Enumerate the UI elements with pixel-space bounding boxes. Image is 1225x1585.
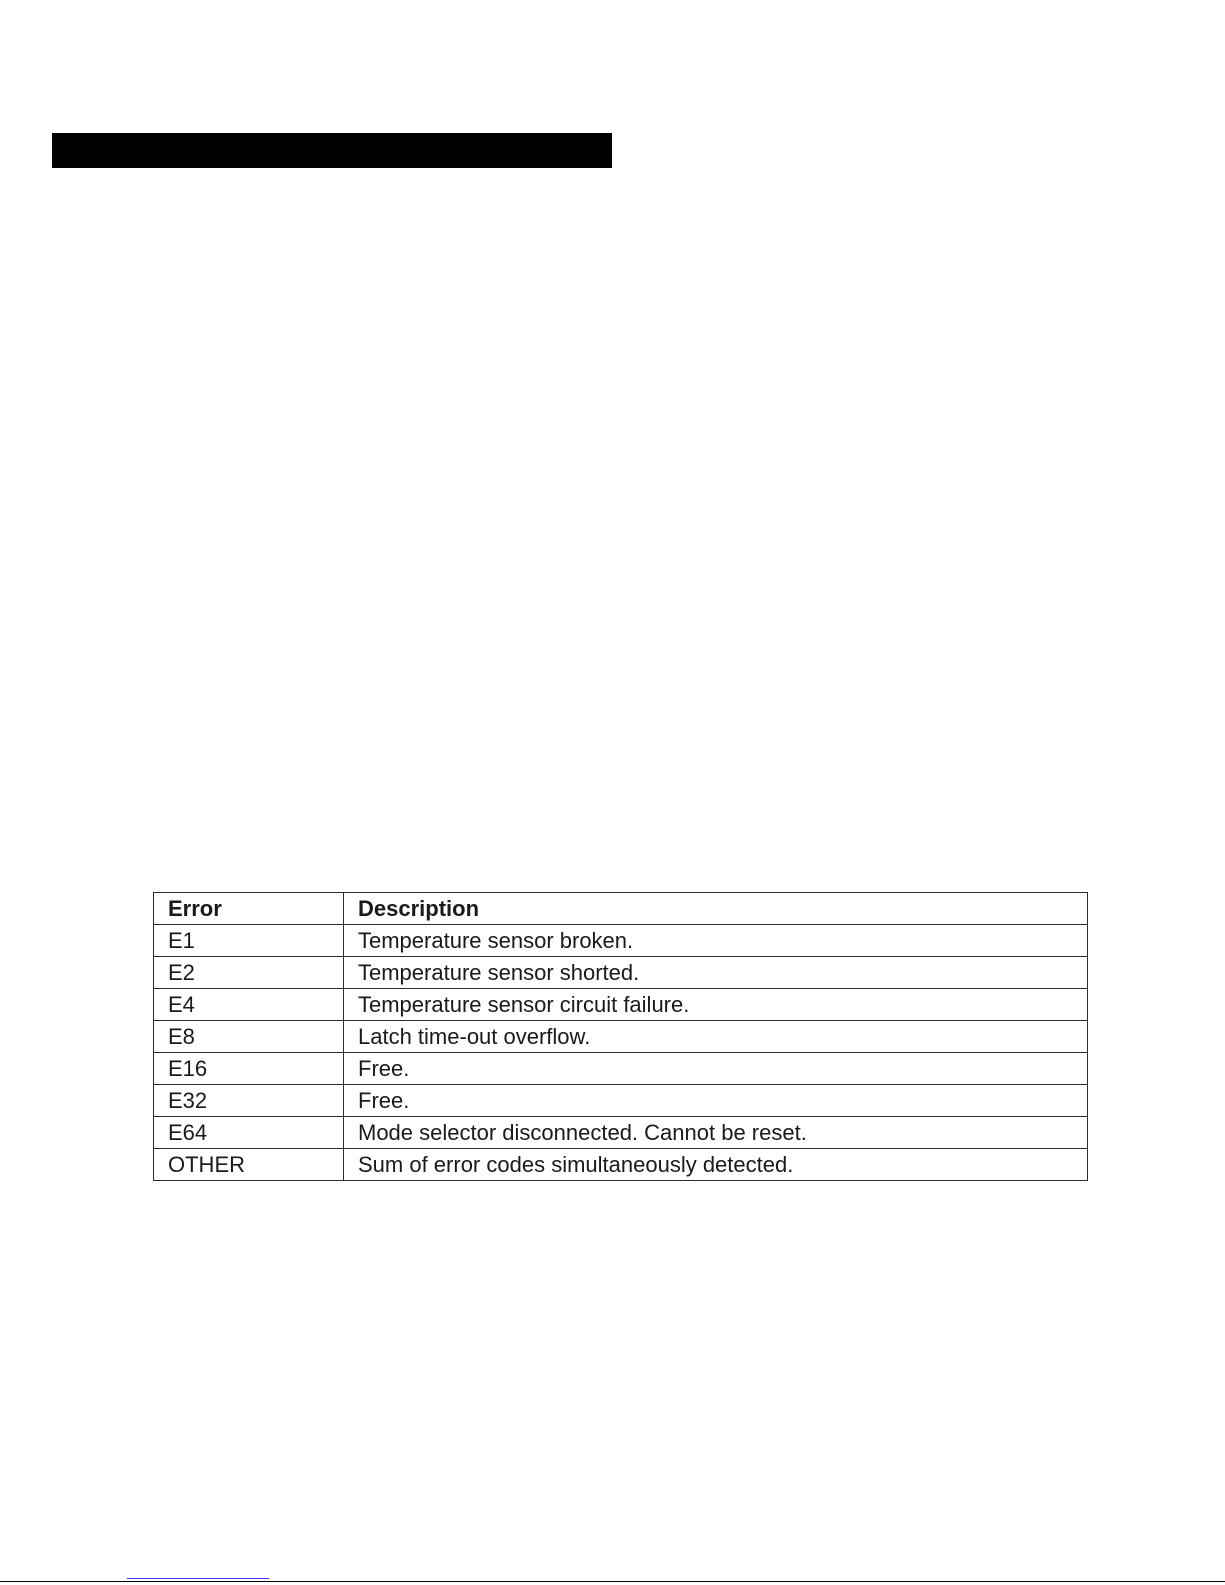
error-code-cell: E64	[154, 1117, 344, 1149]
error-description-cell: Temperature sensor shorted.	[344, 957, 1088, 989]
table-row	[154, 1117, 1088, 1149]
footnote-link-underline[interactable]	[127, 1578, 269, 1579]
table-header-row	[154, 893, 1088, 925]
error-code-cell: E4	[154, 989, 344, 1021]
redacted-heading-bar	[52, 133, 612, 168]
error-description-cell: Latch time-out overflow.	[344, 1021, 1088, 1053]
error-description-cell: Free.	[344, 1085, 1088, 1117]
table-row	[154, 1085, 1088, 1117]
error-code-cell: E32	[154, 1085, 344, 1117]
error-description-cell: Temperature sensor broken.	[344, 925, 1088, 957]
table-row	[154, 989, 1088, 1021]
table-row	[154, 1021, 1088, 1053]
column-header-description: Description	[344, 893, 1088, 925]
table-row	[154, 1053, 1088, 1085]
error-code-cell: OTHER	[154, 1149, 344, 1181]
error-description-cell: Mode selector disconnected. Cannot be reset.	[344, 1117, 1088, 1149]
column-header-error: Error	[154, 893, 344, 925]
error-code-cell: E8	[154, 1021, 344, 1053]
error-code-cell: E1	[154, 925, 344, 957]
error-description-cell: Sum of error codes simultaneously detected.	[344, 1149, 1088, 1181]
error-description-cell: Free.	[344, 1053, 1088, 1085]
error-code-cell: E16	[154, 1053, 344, 1085]
error-codes-table	[153, 892, 1088, 1181]
table-row	[154, 1149, 1088, 1181]
error-code-cell: E2	[154, 957, 344, 989]
table-row	[154, 957, 1088, 989]
footer-divider	[0, 1581, 1225, 1582]
error-description-cell: Temperature sensor circuit failure.	[344, 989, 1088, 1021]
table-row	[154, 925, 1088, 957]
